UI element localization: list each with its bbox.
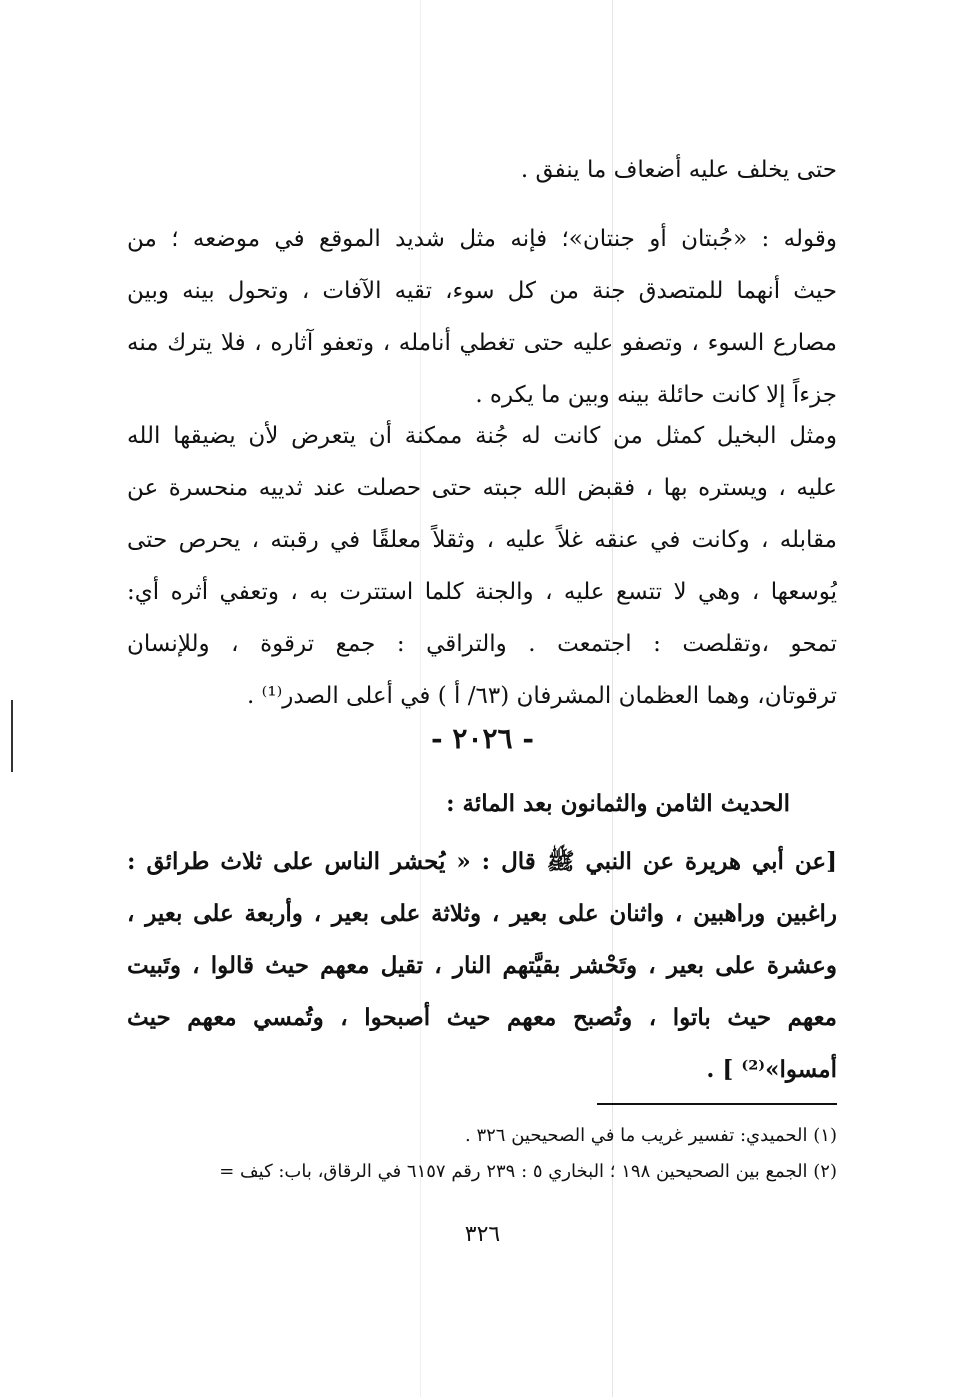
text-line: مصارع السوء ، وتصفو عليه حتى تغطي أنامله ، وتعفو آثاره ، فلا يترك منه [127,330,837,356]
paragraph-miser-parable [127,410,837,722]
text-line: [عن أبي هريرة عن النبي ﷺ قال : « يُحشر الناس على ثلاث طرائق : [127,848,837,875]
text-line: تمحو ،وتقلصت : اجتمعت . والتراقي : جمع ترقوة ، وللإنسان [127,631,837,657]
hadith-number: - ٢٠٢٦ - [431,722,534,755]
text-line: مقابله ، وكانت في عنقه غلاً عليه ، وثقلاً معلقًا في رقبته ، يحرص حتى [127,527,837,553]
hadith-title: الحديث الثامن والثمانون بعد المائة : [446,790,790,817]
text-line: أمسوا»⁽²⁾ ] . [706,1056,837,1083]
page-number: ٣٢٦ [464,1222,501,1247]
text-line: وقوله : «جُبتان أو جنتان»؛ فإنه مثل شديد الموقع في موضعه ؛ من [127,226,837,252]
text-line: راغبين وراهبين ، واثنان على بعير ، وثلاثة على بعير ، وأربعة على بعير ، [127,900,837,927]
paragraph-continuation [127,144,837,196]
footnote-separator [597,1103,837,1105]
footnote-1: (١) الحميدي: تفسير غريب ما في الصحيحين ٣٢٦ . [465,1125,837,1146]
text-line: وعشرة على بعير ، وتَحْشر بقيَّتهم النار ، تقيل معهم حيث قالوا ، وتَبيت [127,952,837,979]
text-line: ومثل البخيل كمثل من كانت له جُنة ممكنة أن يتعرض لأن يضيقها الله [127,423,837,449]
footnote-2: (٢) الجمع بين الصحيحين ١٩٨ ؛ البخاري ٥ : ٢٣٩ رقم ٦١٥٧ في الرقاق، باب: كيف = [219,1161,837,1182]
text-line: معهم حيث باتوا ، وتُصبح معهم حيث أصبحوا ، وتُمسي معهم حيث [127,1004,837,1031]
text-line: ترقوتان، وهما العظمان المشرفان (٦٣/ أ ) في أعلى الصدر⁽¹⁾ . [247,683,837,709]
text-line: حيث أنهما للمتصدق جنة من كل سوء، تقيه الآفات ، وتحول بينه وبين [127,278,837,304]
text-line: جزءاً إلا كانت حائلة بينه وبين ما يكره . [475,382,837,408]
hadith-text [127,836,837,1096]
text-line: يُوسعها ، وهي لا تتسع عليه ، والجنة كلما استترت به ، وتعفي أثره أي: [127,579,837,605]
footnotes [97,1118,837,1190]
paragraph-commentary [127,213,837,421]
text-line: حتى يخلف عليه أضعاف ما ينفق . [520,157,837,183]
text-line: عليه ، ويستره بها ، فقبض الله جبته حتى حصلت عند ثدييه منحسرة عن [127,475,837,501]
